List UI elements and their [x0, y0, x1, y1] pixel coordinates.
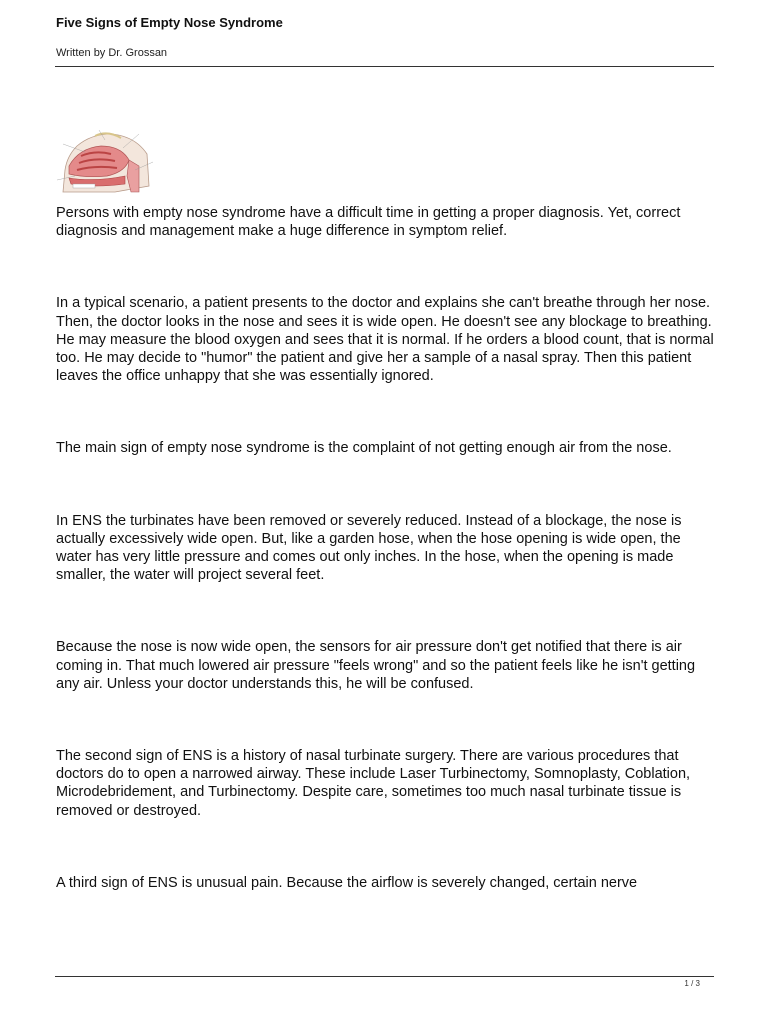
article-body [56, 204, 716, 892]
author-line: Written by Dr. Grossan [56, 47, 168, 59]
document-title: Five Signs of Empty Nose Syndrome [56, 15, 283, 30]
nasal-anatomy-diagram-icon [55, 126, 155, 198]
page-number: 1 / 3 [684, 979, 700, 988]
paragraph-5: Because the nose is now wide open, the sensors for air pressure don't get notified that there is air coming in. That much lowered air pressure "feels wrong" and so the patient feels like he isn't getting any air. Unless your doctor understands this, he will be confused. [56, 639, 696, 692]
footer-divider [55, 976, 714, 977]
paragraph-4: In ENS the turbinates have been removed or severely reduced. Instead of a blockage, the nose is actually excessively wide open. But, like a garden hose, when the hose opening is wide open, the water has very little pressure and comes out only inches. In the hose, when the opening is made smaller, the water will project several feet. [56, 512, 682, 584]
paragraph-3: The main sign of empty nose syndrome is the complaint of not getting enough air from the nose. [56, 440, 672, 457]
paragraph-7: A third sign of ENS is unusual pain. Because the airflow is severely changed, certain nerve [56, 874, 638, 891]
paragraph-6: The second sign of ENS is a history of nasal turbinate surgery. There are various procedures that doctors do to open a narrowed airway. These include Laser Turbinectomy, Somnoplasty, Coblation, Microdebridement, and Turbinectomy. Despite care, sometimes too much nasal turbinate tissue is removed or destroyed. [56, 748, 691, 819]
paragraph-1: Persons with empty nose syndrome have a difficult time in getting a proper diagnosis. Yet, correct diagnosis and management make a huge difference in symptom relief. [56, 205, 681, 240]
paragraph-2: In a typical scenario, a patient presents to the doctor and explains she can't breathe through her nose. Then, the doctor looks in the nose and sees it is wide open. He doesn't see any blockage to breathing. He may measure the blood oxygen and sees that it is normal. If he orders a blood count, that is normal too. He may decide to "humor" the patient and give her a sample of a nasal spray. Then this patient leaves the office unhappy that she was essentially ignored. [56, 295, 714, 385]
header-divider [55, 66, 714, 67]
